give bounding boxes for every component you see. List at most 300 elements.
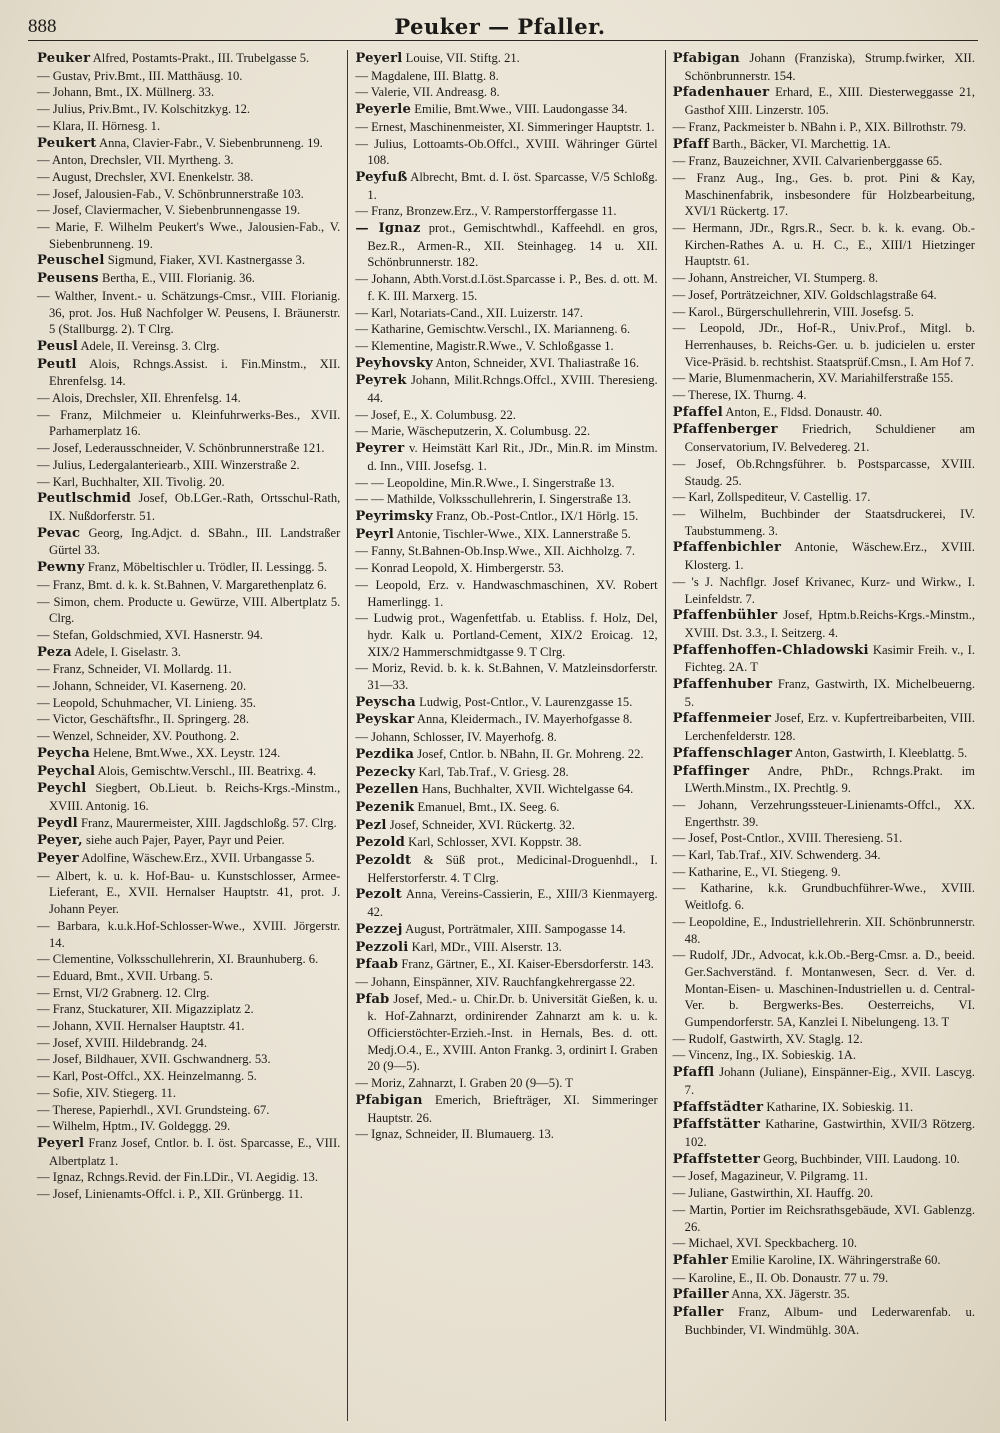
entry-surname: Pfaffenhoffen-Chladowski [672, 642, 869, 658]
entry-text: siehe auch Pajer, Payer, Payr und Peier. [85, 833, 285, 848]
entry-text: Friedrich, Schuldiener am Conservatorium, IV. Belvedereg. 21. [684, 422, 975, 455]
entry-text: Sigmund, Fiaker, XVI. Kastnergasse 3. [107, 253, 305, 268]
directory-entry [673, 506, 975, 539]
entry-text: Anton, Schneider, XVI. Thaliastraße 16. [435, 355, 639, 370]
directory-entry [355, 508, 657, 526]
entry-text: Franz Josef, Cntlor. b. I. öst. Sparcasse, E., VIII. Albertplatz 1. [49, 1136, 341, 1168]
directory-entry [37, 577, 340, 594]
entry-surname: Pezecky [355, 764, 416, 780]
entry-text: — Franz, Stuckaturer, XII. Migazziplatz 2. [37, 1002, 254, 1017]
directory-entry [37, 440, 340, 457]
entry-text: — Ernest, Maschinenmeister, XI. Simmeringer Hauptstr. 1. [355, 119, 655, 134]
entry-text: — Julius, Priv.Bmt., IV. Kolschitzkyg. 12. [37, 102, 251, 117]
directory-entry [355, 764, 657, 782]
directory-entry [37, 50, 340, 68]
column-1 [30, 50, 347, 1421]
directory-entry [37, 594, 340, 627]
entry-surname: Pevac [37, 525, 81, 541]
entry-text: — Therese, IX. Thurng. 4. [672, 388, 807, 403]
directory-entry [355, 991, 657, 1076]
directory-entry [355, 781, 657, 799]
directory-entry [355, 956, 657, 974]
entry-text: — Franz, Bauzeichner, XVII. Calvarienberggasse 65. [672, 154, 943, 169]
entry-text: — Josef, Porträtzeichner, XIV. Goldschlagstraße 64. [672, 287, 937, 302]
entry-text: Albrecht, Bmt. d. I. öst. Sparcasse, V/5 Schloßg. 1. [367, 169, 658, 202]
entry-text: — Josef, Bildhauer, XVII. Gschwandnerg. 53. [37, 1052, 271, 1067]
entry-surname: Peukert [37, 135, 97, 151]
directory-entry [673, 456, 975, 489]
directory-entry [37, 1035, 340, 1052]
entry-surname: Pfaffinger [672, 763, 750, 779]
entry-text: Alfred, Postamts-Prakt., III. Trubelgasse 5. [92, 51, 310, 65]
entry-text: — — Leopoldine, Min.R.Wwe., I. Singerstraße 13. [355, 475, 615, 490]
entry-text: — Marie, F. Wilhelm Peukert's Wwe., Jalousien-Fab., V. Siebenbrunneng. 19. [37, 220, 341, 251]
entry-text: Georg, Ing.Adjct. d. SBahn., III. Landstraßer Gürtel 33. [49, 525, 341, 558]
entry-text: Erhard, E., XIII. Diesterweggasse 21, Gasthof XIII. Linzerstr. 105. [684, 85, 975, 118]
directory-entry [673, 642, 975, 676]
directory-entry [673, 370, 975, 387]
directory-entry [37, 951, 340, 968]
directory-entry [37, 457, 340, 474]
entry-text: — Josef, Post-Cntlor., XVIII. Theresieng. 51. [672, 831, 903, 846]
entry-text: Josef, Cntlor. b. NBahn, II. Gr. Mohreng. 22. [417, 746, 644, 761]
directory-entry [673, 1304, 975, 1338]
entry-text: Emanuel, Bmt., IX. Seeg. 6. [417, 799, 560, 814]
directory-entry [37, 202, 340, 219]
entry-text: Helene, Bmt.Wwe., XX. Leystr. 124. [93, 745, 281, 760]
directory-entry [37, 152, 340, 169]
directory-entry [37, 850, 340, 868]
entry-surname: Peyskar [355, 712, 415, 728]
entry-surname: Pfaff [672, 136, 710, 152]
entry-text: Anna, Vereins-Cassierin, E., XIII/3 Kienmayerg. 42. [367, 887, 658, 920]
directory-entry [355, 305, 657, 322]
directory-entry [355, 203, 657, 220]
entry-text: — Leopold, JDr., Hof-R., Univ.Prof., Mitgl. b. Herrenhauses, b. Reichs-Ger. u. b. judicielen u. erster Vice-Präsid. b. rechtshist. Staatsprüf.Cmsn., I. Am Hof 7. [672, 321, 975, 369]
entry-text: — Johann, Anstreicher, VI. Stumperg. 8. [672, 271, 879, 286]
entry-surname: Peusens [37, 271, 99, 287]
entry-text: Antonie, Tischler-Wwe., XIX. Lannerstraße 5. [396, 526, 631, 541]
entry-surname: Peyerl [37, 1136, 85, 1151]
entry-text: — Victor, Geschäftsfhr., II. Springerg. 28. [37, 712, 249, 727]
entry-text: Anton, Gastwirth, I. Kleeblattg. 5. [794, 745, 968, 760]
entry-text: — Johann, Verzehrungssteuer-Linienamts-Offcl., XX. Engerthstr. 39. [672, 797, 975, 829]
entry-text: — Michael, XVI. Speckbacherg. 10. [672, 1236, 858, 1251]
entry-surname: Pfabigan [355, 1092, 423, 1108]
directory-entry [673, 489, 975, 506]
entry-surname: Pezoldt [355, 853, 412, 869]
directory-entry [37, 968, 340, 985]
entry-text: — Franz Aug., Ing., Ges. b. prot. Pini & Kay, Maschinenfabrik, insbesondere für Holzbearbeitung, XVI/1 Rückertg. 17. [672, 170, 975, 219]
entry-text: — Johann, Schneider, VI. Kaserneng. 20. [37, 679, 247, 694]
entry-surname: Peusl [37, 338, 78, 354]
directory-entry [37, 644, 340, 662]
directory-entry [673, 1064, 975, 1098]
directory-entry [355, 939, 657, 957]
entry-text: — Stefan, Goldschmied, XVI. Hasnerstr. 94. [37, 627, 263, 642]
entry-surname: Pfaffl [672, 1065, 715, 1081]
entry-text: Katharine, IX. Sobieskig. 11. [766, 1099, 914, 1114]
directory-entry [37, 407, 340, 440]
directory-entry [355, 423, 657, 440]
directory-entry [355, 136, 657, 169]
entry-text: — Fanny, St.Bahnen-Ob.Insp.Wwe., XII. Aichholzg. 7. [355, 544, 636, 559]
entry-text: — Katharine, k.k. Grundbuchführer-Wwe., XVIII. Weitlofg. 6. [672, 881, 975, 913]
entry-surname: Peza [37, 644, 72, 660]
directory-entry [37, 1186, 340, 1203]
entry-surname: Pfaffstetter [672, 1151, 760, 1167]
entry-surname: Pfailler [672, 1287, 729, 1303]
entry-surname: — Ignaz [355, 221, 421, 237]
entry-text: Kasimir Freih. v., I. Fichteg. 2A. T [684, 642, 975, 675]
entry-surname: Peyerl [355, 51, 403, 66]
entry-text: — Anton, Drechsler, VII. Myrtheng. 3. [37, 153, 234, 168]
directory-entry [673, 287, 975, 304]
entry-surname: Pewny [37, 560, 85, 576]
directory-entry [37, 169, 340, 186]
directory-entry [355, 338, 657, 355]
directory-entry [673, 847, 975, 864]
directory-entry [355, 577, 657, 610]
entry-text: — Johann, Einspänner, XIV. Rauchfangkehrergasse 22. [355, 974, 636, 989]
entry-text: — Karol., Bürgerschullehrerin, VIII. Josefsg. 5. [672, 304, 914, 319]
directory-entry [37, 1135, 340, 1169]
directory-entry [37, 763, 340, 781]
directory-entry [37, 661, 340, 678]
entry-text: — Franz, Bmt. d. k. k. St.Bahnen, V. Margarethenplatz 6. [37, 577, 327, 592]
directory-entry [673, 153, 975, 170]
entry-text: — August, Drechsler, XVI. Enenkelstr. 38. [37, 169, 254, 184]
entry-text: — Albert, k. u. k. Hof-Bau- u. Kunstschlosser, Armee-Lieferant, E., XVII. Hernalser Hauptstr. 41, prot. J. Johann Peyer. [37, 868, 341, 917]
entry-surname: Peuker [37, 51, 91, 66]
entry-text: Josef, Hptm.b.Reichs-Krgs.-Minstm., XVIII. Dst. 3.3., I. Seitzerg. 4. [684, 608, 975, 640]
entry-text: Antonie, Wäschew.Erz., XVIII. Klosterg. 1. [684, 540, 975, 573]
entry-text: Emilie Karoline, IX. Währingerstraße 60. [731, 1252, 941, 1267]
directory-entry [37, 627, 340, 644]
entry-text: — Marie, Blumenmacherin, XV. Mariahilferstraße 155. [672, 371, 954, 386]
directory-entry [37, 1051, 340, 1068]
directory-entry [37, 1102, 340, 1119]
directory-entry [355, 372, 657, 406]
entry-text: — Katharine, Gemischtw.Verschl., IX. Marianneng. 6. [355, 322, 631, 337]
entry-text: August, Porträtmaler, XIII. Sampogasse 14. [405, 921, 626, 936]
directory-entry [37, 985, 340, 1002]
entry-text: — Eduard, Bmt., XVII. Urbang. 5. [37, 968, 213, 983]
directory-entry [355, 817, 657, 835]
directory-entry [673, 1031, 975, 1048]
entry-text: — Walther, Invent.- u. Schätzungs-Cmsr., VIII. Florianig. 36, prot. Jos. Huß Nachfolger W. Peusens, I. Bräunerstr. 5 (Stallburgg. 2). T Clrg. [37, 288, 341, 337]
entry-text: — Franz, Packmeister b. NBahn i. P., XIX. Billrothstr. 79. [672, 119, 967, 134]
entry-text: Katharine, Gastwirthin, XVII/3 Rötzerg. 102. [684, 1117, 975, 1149]
entry-text: — Johann, XVII. Hernalser Hauptstr. 41. [37, 1019, 245, 1034]
directory-entry [673, 84, 975, 118]
directory-entry [355, 560, 657, 577]
entry-text: — Valerie, VII. Andreasg. 8. [355, 85, 500, 100]
directory-entry [673, 1116, 975, 1150]
entry-text: Franz, Gärtner, E., XI. Kaiser-Ebersdorferstr. 143. [401, 957, 654, 972]
directory-entry [673, 320, 975, 370]
entry-text: — Leopold, Schuhmacher, VI. Linieng. 35. [37, 695, 256, 710]
entry-text: — Johann, Bmt., IX. Müllnerg. 33. [37, 85, 215, 100]
entry-text: Karl, MDr., VIII. Alserstr. 13. [411, 939, 562, 954]
entry-surname: Pfaffenbühler [672, 608, 778, 624]
directory-entry [37, 1085, 340, 1102]
entry-text: — Rudolf, JDr., Advocat, k.k.Ob.-Berg-Cmsr. a. D., beeid. Ger.Sachverständ. f. Montanwesen, Secr. d. Ver. d. Montan-Eisen- u. Maschinen-Industriellen u. d. Central-Ver. b. Bergwerks-Bes. Oesterreichs, VI. Gumpendorferstr. 5A, Kanzlei I. Nibelungeng. 13. T [672, 948, 975, 1030]
entry-text: — Wilhelm, Hptm., IV. Goldeggg. 29. [37, 1119, 231, 1134]
columns [30, 50, 982, 1421]
entry-text: Johann (Franziska), Strump.fwirker, XII. Schönbrunnerstr. 154. [684, 51, 975, 83]
entry-surname: Peuschel [37, 253, 105, 269]
entry-surname: Peyrimsky [355, 508, 433, 524]
entry-surname: Pezl [355, 817, 387, 833]
entry-text: — Moriz, Zahnarzt, I. Graben 20 (9—5). T [355, 1076, 573, 1091]
entry-text: — Franz, Schneider, VI. Mollardg. 11. [37, 662, 232, 677]
directory-entry [37, 338, 340, 356]
directory-entry [673, 304, 975, 321]
directory-entry [37, 118, 340, 135]
entry-text: — Karl, Buchhalter, XII. Tivolig. 20. [37, 474, 225, 489]
directory-entry [355, 84, 657, 101]
entry-surname: Peyer [37, 851, 79, 867]
entry-text: — — Mathilde, Volksschullehrerin, I. Singerstraße 13. [355, 492, 632, 507]
entry-surname: Pfaffenmeier [672, 711, 772, 727]
entry-text: — Karl, Tab.Traf., XIV. Schwenderg. 34. [672, 848, 881, 863]
directory-entry [673, 880, 975, 913]
directory-entry [37, 918, 340, 951]
directory-entry [673, 607, 975, 641]
directory-entry [355, 526, 657, 544]
directory-entry [37, 745, 340, 763]
directory-entry [355, 694, 657, 712]
entry-text: — Franz, Milchmeier u. Kleinfuhrwerks-Bes., XVII. Parhamerplatz 16. [37, 407, 341, 439]
directory-entry [355, 1075, 657, 1092]
entry-text: — Magdalene, III. Blattg. 8. [355, 68, 499, 83]
directory-entry [673, 170, 975, 220]
directory-entry [673, 947, 975, 1031]
directory-entry [355, 852, 657, 886]
entry-text: — Karl, Notariats-Cand., XII. Luizerstr. 147. [355, 305, 584, 320]
directory-entry [37, 678, 340, 695]
entry-text: — Johann, Schlosser, IV. Mayerhofg. 8. [355, 730, 557, 745]
directory-entry [37, 1001, 340, 1018]
entry-text: Josef, Med.- u. Chir.Dr. b. Universität Gießen, k. u. k. Hof-Zahnarzt, ordinirender Zahnarzt am k. u. k. Officierstöchter-Erzieh.-Inst. in Hernals, Bes. d. ott. Medj.O.4., E., XVIII. Anton Frankg. 3, ordinirt I. Graben 20 (9—5). [367, 991, 658, 1074]
entry-surname: Pfaffenbichler [672, 540, 782, 556]
entry-text: Hans, Buchhalter, XVII. Wichtelgasse 64. [421, 782, 634, 797]
entry-surname: Pezdika [355, 746, 415, 762]
entry-text: — Vincenz, Ing., IX. Sobieskig. 1A. [672, 1048, 857, 1063]
directory-entry [355, 321, 657, 338]
entry-text: Georg, Buchbinder, VIII. Laudong. 10. [763, 1151, 960, 1166]
entry-surname: Peyer, [37, 833, 83, 849]
entry-text: — Katharine, E., VI. Stiegeng. 9. [672, 864, 841, 879]
entry-text: — Franz, Bronzew.Erz., V. Ramperstorffergasse 11. [355, 204, 617, 219]
directory-entry [673, 763, 975, 797]
directory-entry [673, 1270, 975, 1287]
entry-text: Emerich, Briefträger, XI. Simmeringer Hauptstr. 26. [367, 1092, 658, 1125]
entry-text: — Hermann, JDr., Rgrs.R., Secr. b. k. k. evang. Ob.-Kirchen-Rathes A. u. H. C., E., XIII/1 Hietzinger Hauptstr. 61. [672, 221, 975, 269]
entry-text: — Karl, Post-Offcl., XX. Heinzelmanng. 5. [37, 1069, 257, 1084]
directory-entry [37, 815, 340, 833]
directory-entry [37, 270, 340, 288]
entry-text: — Ludwig prot., Wagenfettfab. u. Etabliss. f. Holz, Del, hydr. Kalk u. Portland-Cement, XIX/2 Eroicag. 12, XIX/2 Hammerschmidtgasse 9. T Clrg. [355, 611, 658, 659]
entry-text: Anton, E., Fldsd. Donaustr. 40. [725, 404, 883, 419]
directory-entry [355, 974, 657, 991]
directory-entry [37, 525, 340, 559]
directory-entry [673, 1286, 975, 1304]
entry-text: Johann, Milit.Rchngs.Offcl., XVIII. Theresieng. 44. [367, 373, 658, 406]
entry-text: — Marie, Wäscheputzerin, X. Columbusg. 22. [355, 424, 591, 439]
entry-text: — Josef, Ob.Rchngsführer. b. Postsparcasse, XVIII. Staudg. 25. [672, 456, 975, 488]
entry-text: — Leopoldine, E., Industriellehrerin. XII. Schönbrunnerstr. 48. [672, 914, 975, 946]
entry-text: Franz, Album- und Lederwarenfab. u. Buchbinder, VI. Windmühlg. 30A. [684, 1305, 975, 1337]
directory-entry [673, 914, 975, 947]
entry-text: — Barbara, k.u.k.Hof-Schlosser-Wwe., XVIII. Jörgerstr. 14. [37, 918, 341, 950]
directory-entry [673, 404, 975, 422]
entry-text: v. Heimstätt Karl Rit., JDr., Min.R. im Minstm. d. Inn., VIII. Josefsg. 1. [367, 441, 658, 473]
directory-entry [37, 390, 340, 407]
directory-entry [355, 271, 657, 304]
directory-entry [673, 1099, 975, 1117]
directory-entry [673, 1252, 975, 1270]
entry-surname: Peyscha [355, 694, 416, 710]
directory-entry [37, 780, 340, 814]
entry-surname: Pfadenhauer [672, 85, 770, 101]
entry-surname: Peyerle [355, 102, 412, 118]
directory-entry [673, 119, 975, 136]
entry-text: Adele, II. Vereinsg. 3. Clrg. [80, 338, 220, 353]
directory-entry [37, 356, 340, 390]
directory-entry [355, 440, 657, 474]
entry-surname: Pfabigan [672, 51, 740, 66]
directory-entry [673, 1185, 975, 1202]
entry-text: — Simon, chem. Producte u. Gewürze, VIII. Albertplatz 5. Clrg. [37, 594, 341, 626]
directory-entry [37, 252, 340, 270]
directory-entry [355, 729, 657, 746]
entry-text: — Josef, XVIII. Hildebrandg. 24. [37, 1035, 207, 1050]
directory-entry [673, 1168, 975, 1185]
entry-surname: Pfaffstädter [672, 1099, 764, 1115]
directory-entry [673, 387, 975, 404]
directory-entry [37, 1018, 340, 1035]
directory-entry [37, 868, 340, 918]
entry-surname: Pfab [355, 991, 390, 1007]
entry-surname: Pezzoli [355, 939, 409, 955]
entry-text: Anna, Kleidermach., IV. Mayerhofgasse 8. [416, 712, 633, 727]
entry-text: — Alois, Drechsler, XII. Ehrenfelsg. 14. [37, 391, 241, 406]
entry-text: — Martin, Portier im Reichsrathsgebäude, XVI. Gablenzg. 26. [672, 1202, 975, 1234]
directory-entry [355, 119, 657, 136]
entry-text: Ludwig, Post-Cntlor., V. Laurenzgasse 15. [419, 694, 633, 709]
directory-entry [355, 407, 657, 424]
page-number: 888 [28, 16, 57, 37]
directory-entry [673, 574, 975, 607]
entry-surname: Peyfuß [355, 169, 408, 185]
entry-surname: Pfaffenschlager [672, 745, 793, 761]
entry-text: — Ignaz, Schneider, II. Blumauerg. 13. [355, 1127, 554, 1142]
directory-entry [37, 219, 340, 252]
entry-text: Bertha, E., VIII. Florianig. 36. [101, 271, 255, 286]
directory-entry [355, 834, 657, 852]
entry-text: — Gustav, Priv.Bmt., III. Matthäusg. 10. [37, 68, 243, 83]
directory-entry [355, 220, 657, 271]
entry-text: Johann (Juliane), Einspänner-Eig., XVII. Lascyg. 7. [684, 1065, 975, 1097]
directory-entry [673, 797, 975, 830]
entry-text: — Wilhelm, Buchbinder der Staatsdruckerei, IV. Taubstummeng. 3. [672, 506, 975, 538]
entry-surname: Peyrl [355, 526, 394, 542]
entry-surname: Pezellen [355, 782, 419, 798]
entry-text: & Süß prot., Medicinal-Droguenhdl., I. Helferstorferstr. 4. T Clrg. [367, 853, 658, 885]
entry-text: — Clementine, Volksschullehrerin, XI. Braunhuberg. 6. [37, 952, 319, 967]
directory-entry [37, 84, 340, 101]
entry-text: Josef, Ob.LGer.-Rath, Ortsschul-Rath, IX. Nußdorferstr. 51. [49, 491, 341, 523]
entry-surname: Peycha [37, 745, 90, 761]
entry-text: Franz, Ob.-Post-Cntlor., IX/1 Hörlg. 15. [436, 508, 639, 523]
entry-text: Franz, Möbeltischler u. Trödler, II. Lessingg. 5. [87, 560, 328, 575]
entry-text: — Moriz, Revid. b. k. k. St.Bahnen, V. Matzleinsdorferstr. 31—33. [355, 661, 658, 693]
entry-text: — Sofie, XIV. Stiegerg. 11. [37, 1085, 176, 1100]
directory-entry [355, 543, 657, 560]
entry-surname: Pezzej [355, 921, 403, 937]
directory-entry [355, 610, 657, 660]
entry-surname: Pezolt [355, 887, 402, 903]
entry-surname: Peutlschmid [37, 491, 132, 507]
entry-text: — Julius, Lottoamts-Ob.Offcl., XVIII. Währinger Gürtel 108. [355, 136, 658, 168]
entry-text: — Leopold, Erz. v. Handwaschmaschinen, XV. Robert Hamerlingg. 1. [355, 577, 658, 609]
entry-text: Siegbert, Ob.Lieut. b. Reichs-Krgs.-Minstm., XVIII. Antonig. 16. [49, 781, 341, 813]
entry-surname: Pfahler [672, 1252, 729, 1268]
entry-surname: Peydl [37, 815, 78, 831]
directory-entry [355, 1126, 657, 1143]
directory-entry [37, 186, 340, 203]
entry-text: Josef, Erz. v. Kupfertreibarbeiten, VIII. Lerchenfelderstr. 128. [684, 711, 975, 744]
directory-entry [355, 355, 657, 373]
directory-entry [673, 136, 975, 154]
directory-entry [37, 559, 340, 577]
directory-entry [355, 799, 657, 817]
entry-surname: Pezold [355, 835, 405, 851]
directory-entry [673, 864, 975, 881]
directory-entry [37, 1068, 340, 1085]
entry-surname: Pfaffstätter [672, 1117, 761, 1133]
entry-surname: Peyrer [355, 441, 405, 457]
directory-entry [37, 135, 340, 153]
directory-entry [37, 101, 340, 118]
directory-entry [673, 830, 975, 847]
entry-text: Louise, VII. Stiftg. 21. [405, 51, 520, 65]
entry-text: prot., Gemischtwhdl., Kaffeehdl. en gros, Bez.R., Armen-R., XII. Steinhageg. 14 u. XII. Schönbrunnerstr. 182. [367, 221, 658, 270]
directory-entry [37, 68, 340, 85]
entry-text: — Konrad Leopold, X. Himbergerstr. 53. [355, 561, 564, 576]
directory-entry [355, 886, 657, 920]
entry-text: — Ernst, VI/2 Grabnerg. 12. Clrg. [37, 985, 210, 1000]
entry-text: Karl, Schlosser, XVI. Koppstr. 38. [408, 835, 582, 850]
directory-entry [673, 539, 975, 573]
entry-text: — Karl, Zollspediteur, V. Castellig. 17. [672, 490, 871, 505]
directory-entry [355, 50, 657, 68]
directory-entry [355, 921, 657, 939]
entry-text: — Josef, E., X. Columbusg. 22. [355, 407, 516, 422]
entry-text: — Johann, Abth.Vorst.d.I.öst.Sparcasse i. P., Bes. d. ott. M. f. K. III. Marxerg. 15. [355, 272, 658, 303]
entry-text: — Juliane, Gastwirthin, XI. Hauffg. 20. [672, 1186, 874, 1201]
entry-text: — Wenzel, Schneider, XV. Pouthong. 2. [37, 729, 240, 744]
entry-surname: Pfaab [355, 957, 399, 973]
entry-text: Anna, XX. Jägerstr. 35. [731, 1287, 850, 1302]
entry-text: Adele, I. Giselastr. 3. [74, 644, 181, 659]
entry-text: Franz, Gastwirth, IX. Michelbeuerng. 5. [684, 677, 975, 709]
directory-entry [355, 68, 657, 85]
entry-text: Alois, Gemischtw.Verschl., III. Beatrixg. 4. [97, 763, 317, 778]
entry-text: Emilie, Bmt.Wwe., VIII. Laudongasse 34. [414, 102, 628, 117]
